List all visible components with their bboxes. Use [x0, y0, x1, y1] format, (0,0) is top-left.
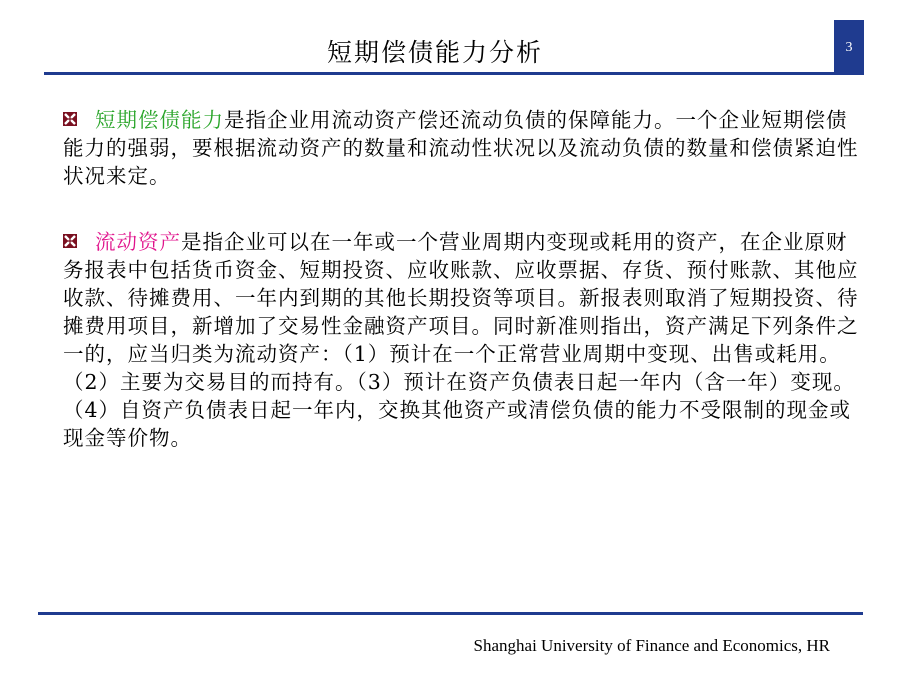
- cross-bullet-icon: [63, 234, 77, 248]
- bullet-text: 是指企业可以在一年或一个营业周期内变现或耗用的资产，在企业原财务报表中包括货币资金、短期投资、应收账款、应收票据、存货、预付账款、其他应收款、待摊费用、一年内到期的其他长期投资等项目。新报表则取消了短期投资、待摊费用项目，新增加了交易性金融资产项目。同时新准则指出，资产满足下列条件之一的，应当归类为流动资产：（1）预计在一个正常营业周期中变现、出售或耗用。（2）主要为交易目的而持有。（3）预计在资产负债表日起一年内（含一年）变现。（4）自资产负债表日起一年内，交换其他资产或清偿负债的能力不受限制的现金或现金等价物。: [63, 230, 859, 450]
- term-short-term-solvency: 短期偿债能力: [95, 108, 224, 132]
- cross-bullet-icon: [63, 112, 77, 126]
- footer-text: Shanghai University of Finance and Economics, HR: [473, 636, 830, 655]
- bullet-current-assets: [63, 228, 863, 452]
- bullet-text: 是指企业用流动资产偿还流动负债的保障能力。一个企业短期偿债能力的强弱，要根据流动资产的数量和流动性状况以及流动负债的数量和偿债紧迫性状况来定。: [63, 108, 859, 188]
- footer-divider: [38, 612, 863, 615]
- title-divider: [44, 72, 834, 75]
- bullet-short-term-solvency: [63, 106, 863, 190]
- slide-title: 短期偿债能力分析: [326, 38, 543, 67]
- page-number: 3: [834, 20, 864, 75]
- term-current-assets: 流动资产: [95, 230, 181, 254]
